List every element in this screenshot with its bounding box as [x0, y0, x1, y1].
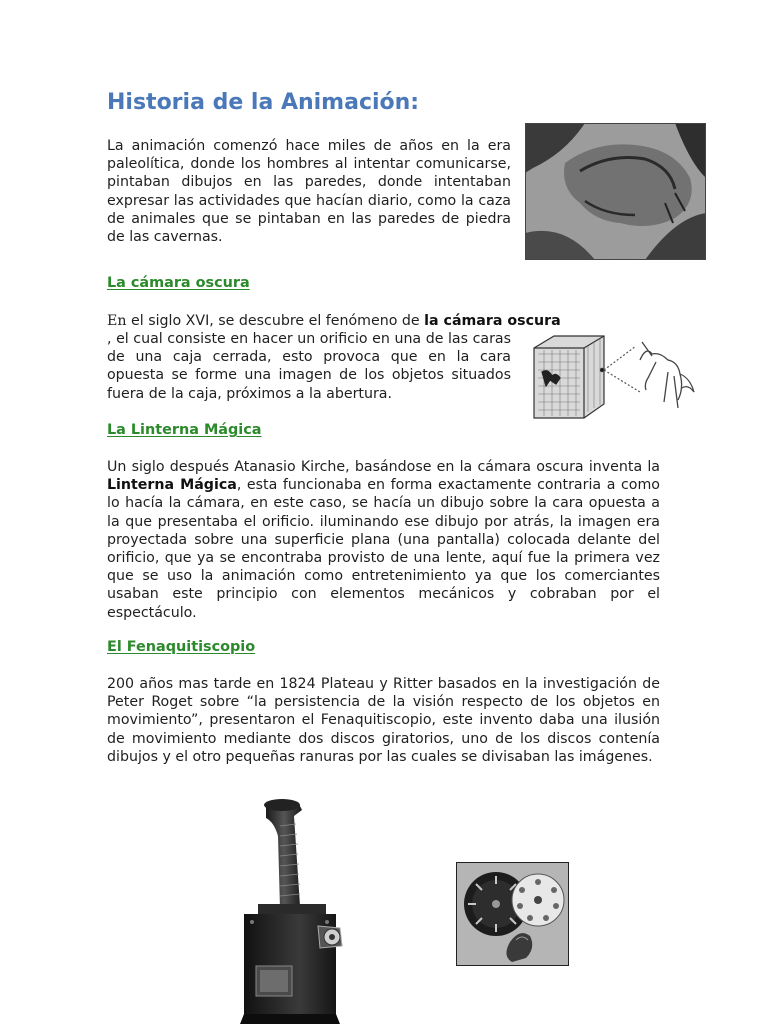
- magic-lantern-image: [222, 796, 352, 1024]
- heading-linterna-magica: La Linterna Mágica: [107, 422, 262, 438]
- linterna-magica-paragraph: [107, 458, 660, 622]
- intro-paragraph: La animación comenzó hace miles de años en la era paleolítica, donde los hombres al intentar comunicarse, pintaban dibujos en las paredes, donde intentaban expresar las actividades que hacían diario, como la caza de animales que se pintaban en las paredes de piedra de las cavernas.: [107, 138, 511, 246]
- camera-obscura-illustration: [528, 332, 704, 428]
- page-title: Historia de la Animación:: [107, 90, 420, 115]
- phenakistiscope-image: [456, 862, 569, 966]
- heading-fenaquitiscopio: El Fenaquitiscopio: [107, 639, 256, 655]
- linterna-text-after: , esta funcionaba en forma exactamente contraria a como lo hacía la cámara, en este caso, se hacía un dibujo sobre la cara opuesta a la que presentaba el orificio. iluminando ese dibujo por atrás, la imagen era proyectada sobre una superficie plana (una pantalla) colocada delante del orificio, que ya se encontraba provisto de una lente, aquí fue la primera vez que se uso la animación como entretenimiento ya que los comerciantes usaban este principio con elementos mecánicos y cobraban por el espectáculo.: [107, 477, 660, 621]
- camara-text-before: el siglo XVI, se descubre el fenómeno de: [126, 313, 425, 329]
- linterna-bold-term: Linterna Mágica: [107, 477, 237, 494]
- camara-bold-term: la cámara oscura: [424, 313, 561, 329]
- camara-oscura-first-line: [107, 312, 688, 330]
- serif-lead-word: En: [107, 313, 127, 329]
- cave-painting-image: [525, 123, 706, 260]
- fenaquitiscopio-paragraph: 200 años mas tarde en 1824 Plateau y Ritter basados en la investigación de Peter Roget sobre “la persistencia de la visión respecto de los objetos en movimiento”, presentaron el Fenaquitiscopio, este invento daba una ilusión de movimiento mediante dos discos giratorios, uno de los discos contenía dibujos y el otro pequeñas ranuras por las cuales se divisaban las imágenes.: [107, 676, 660, 765]
- linterna-text-before: Un siglo después Atanasio Kirche, basándose en la cámara oscura inventa la: [107, 459, 660, 475]
- camara-oscura-paragraph: , el cual consiste en hacer un orificio en una de las caras de una caja cerrada, esto provoca que en la cara opuesta se forme una imagen de los objetos situados fuera de la caja, próximos a la abertura.: [107, 331, 511, 402]
- heading-camara-oscura: La cámara oscura: [107, 275, 250, 291]
